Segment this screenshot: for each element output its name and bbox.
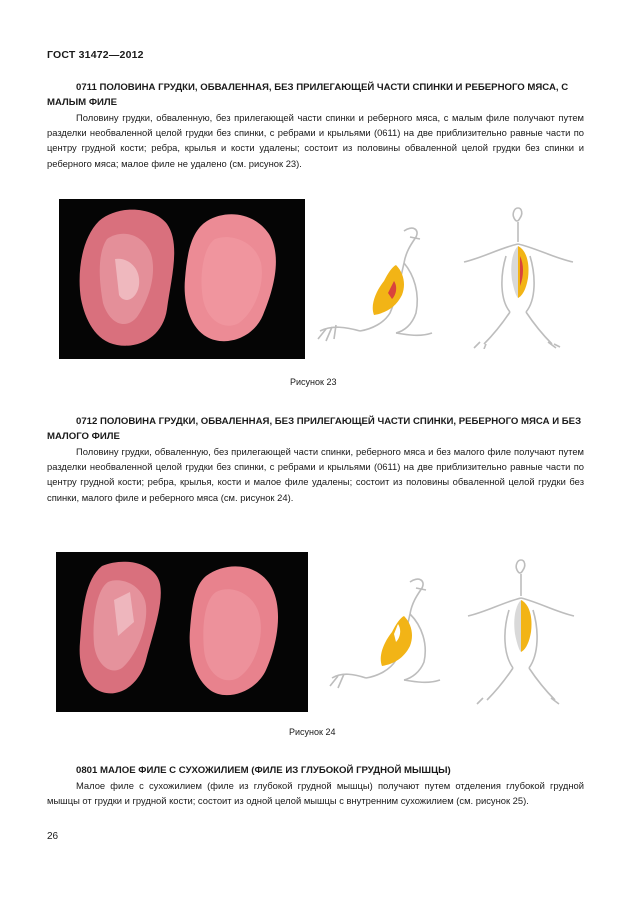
page-number: 26 (47, 831, 59, 842)
section-body-0801: Малое филе с сухожилием (филе из глубокой грудной мышцы) получают путем отделения глубокой грудной мышцы от грудки и грудной кости; состоит из одной целой мышцы с внутренним сухожилием (см. рисунок 25). (47, 780, 584, 807)
figure-23-bird-side (316, 221, 442, 349)
section-body-0711: Половину грудки, обваленную, без прилегающей части спинки и реберного мяса, с малым филе получают путем разделки необваленной целой грудки без спинки, с ребрами и крыльями (0611) на две приблизительно равные части по центру грудной кости; ребра, крылья и кости удалены; состоит из половины обваленной целой грудки без спинки и реберного мяса; малое филе не удалено (см. рисунок 23). (47, 112, 584, 169)
figure-23-bird-front (460, 204, 577, 349)
figure-24-bird-front (464, 556, 578, 706)
section-heading-0712: 0712 ПОЛОВИНА ГРУДКИ, ОБВАЛЕННАЯ, БЕЗ ПРИЛЕГАЮЩЕЙ ЧАСТИ СПИНКИ, РЕБЕРНОГО МЯСА И БЕЗ МАЛОГО ФИЛЕ (47, 416, 582, 442)
section-heading-0711: 0711 ПОЛОВИНА ГРУДКИ, ОБВАЛЕННАЯ, БЕЗ ПРИЛЕГАЮЩЕЙ ЧАСТИ СПИНКИ И РЕБЕРНОГО МЯСА, С МАЛЫМ ФИЛЕ (47, 82, 569, 108)
figure-24-photo (56, 552, 308, 712)
section-heading-0801: 0801 МАЛОЕ ФИЛЕ С СУХОЖИЛИЕМ (ФИЛЕ ИЗ ГЛУБОКОЙ ГРУДНОЙ МЫШЦЫ) (76, 765, 451, 776)
section-body-0712: Половину грудки, обваленную, без прилегающей части спинки, реберного мяса и без малого филе получают путем разделки необваленной целой грудки без спинки, с ребрами и крыльями (0611) на две приблизительно равные части по центру грудной кости; ребра, крылья, кости и малое филе удалены; состоит из половины обваленной целой грудки без спинки, малого филе и реберного мяса (см. рисунок 24). (47, 446, 584, 503)
breast-highlight (373, 265, 404, 315)
standard-header: ГОСТ 31472—2012 (47, 49, 144, 61)
half-breast-highlight (521, 600, 532, 652)
figure-23-caption: Рисунок 23 (290, 377, 337, 387)
figure-23-photo (59, 199, 305, 359)
figure-24-bird-side (326, 574, 450, 690)
half-breast-highlight (518, 246, 529, 298)
figure-24-caption: Рисунок 24 (289, 727, 336, 737)
